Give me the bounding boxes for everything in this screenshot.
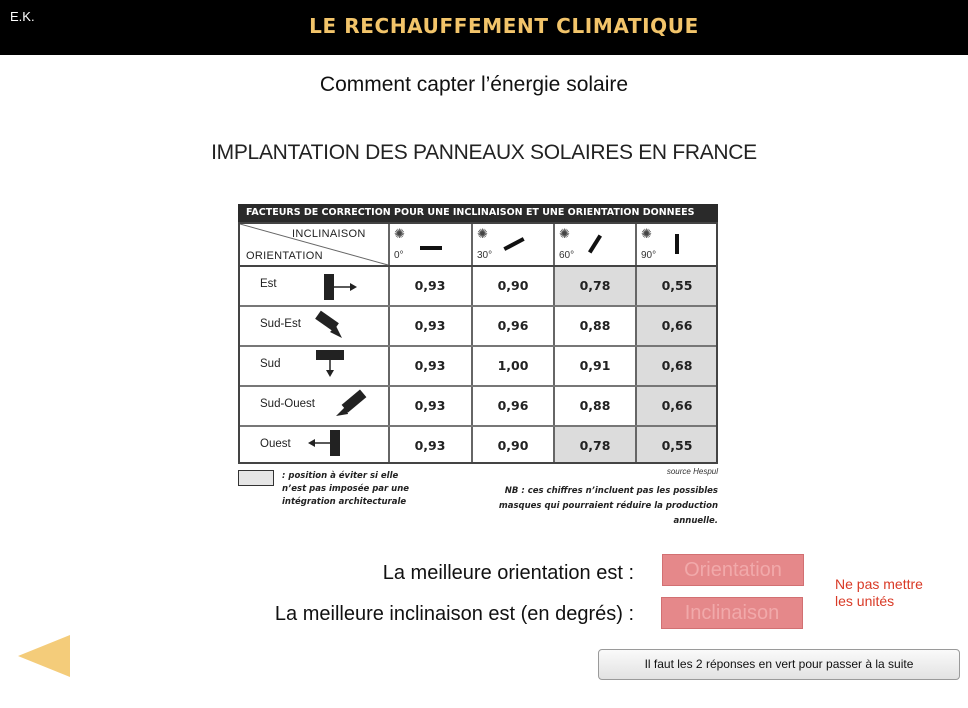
column-header-90: ✺ 90° [637, 224, 719, 266]
sun-icon: ✺ [394, 226, 405, 241]
table-header: FACTEURS DE CORRECTION POUR UNE INCLINAISON ET UNE ORIENTATION DONNEES [238, 204, 718, 222]
subtitle: Comment capter l’énergie solaire [319, 73, 629, 96]
correction-table-figure [238, 204, 720, 526]
column-header-0: ✺ 0° [390, 224, 472, 266]
orientation-label: ORIENTATION [246, 250, 323, 262]
value-cell: 0,55 [661, 278, 693, 293]
value-cell: 0,93 [414, 318, 446, 333]
value-cell: 0,93 [414, 438, 446, 453]
author-initials: E.K. [10, 9, 35, 24]
inclination-input[interactable] [661, 597, 803, 629]
panel-30-icon [503, 237, 524, 251]
section-title: IMPLANTATION DES PANNEAUX SOLAIRES EN FRANCE [211, 141, 757, 164]
orientation-sud-icon [316, 350, 346, 382]
value-cell: 0,93 [414, 358, 446, 373]
row-label-sud-ouest: Sud-Ouest [260, 398, 315, 410]
table-note: NB : ces chiffres n’incluent pas les possibles masques qui pourraient réduire la production annuelle. [498, 486, 718, 526]
orientation-question-label: La meilleure orientation est : [382, 562, 634, 584]
value-cell: 0,91 [579, 358, 611, 373]
value-cell: 0,66 [661, 398, 693, 413]
orientation-sud-est-icon [312, 310, 350, 342]
table-source: source Hespul [666, 467, 718, 476]
value-cell: 0,88 [579, 318, 611, 333]
value-cell: 0,88 [579, 398, 611, 413]
value-cell: 0,78 [579, 278, 611, 293]
value-cell: 0,93 [414, 278, 446, 293]
value-cell: 0,68 [661, 358, 693, 373]
value-cell: 0,96 [497, 318, 529, 333]
value-cell: 0,90 [497, 278, 529, 293]
row-label-sud: Sud [260, 358, 281, 370]
value-cell: 1,00 [497, 358, 529, 373]
units-hint: Ne pas mettre les unités [835, 576, 923, 609]
column-header-30: ✺ 30° [473, 224, 555, 266]
row-label-est: Est [260, 278, 277, 290]
value-cell: 0,55 [661, 438, 693, 453]
value-cell: 0,96 [497, 398, 529, 413]
correction-table [238, 222, 718, 464]
next-button[interactable]: Il faut les 2 réponses en vert pour passer à la suite [598, 649, 960, 680]
top-bar [0, 0, 968, 55]
panel-vertical-icon [675, 234, 679, 254]
value-cell: 0,90 [497, 438, 529, 453]
sun-icon: ✺ [559, 226, 570, 241]
row-label-sud-est: Sud-Est [260, 318, 301, 330]
value-cell: 0,78 [579, 438, 611, 453]
value-cell: 0,66 [661, 318, 693, 333]
back-arrow-button[interactable] [18, 635, 72, 677]
panel-60-icon [588, 234, 602, 253]
sun-icon: ✺ [641, 226, 652, 241]
row-label-ouest: Ouest [260, 438, 291, 450]
column-header-60: ✺ 60° [555, 224, 637, 266]
legend-swatch [238, 470, 274, 486]
value-cell: 0,93 [414, 398, 446, 413]
orientation-est-icon [320, 274, 360, 302]
sun-icon: ✺ [477, 226, 488, 241]
orientation-ouest-icon [308, 430, 348, 458]
inclination-question-label: La meilleure inclinaison est (en degrés) : [274, 603, 634, 625]
orientation-sud-ouest-icon [332, 388, 370, 422]
orientation-input[interactable] [662, 554, 804, 586]
inclinaison-label: INCLINAISON [292, 228, 366, 240]
legend-text: : position à éviter si elle n’est pas imposée par une intégration architecturale [282, 471, 410, 507]
page-title: LE RECHAUFFEMENT CLIMATIQUE [309, 14, 699, 38]
panel-flat-icon [420, 246, 442, 250]
